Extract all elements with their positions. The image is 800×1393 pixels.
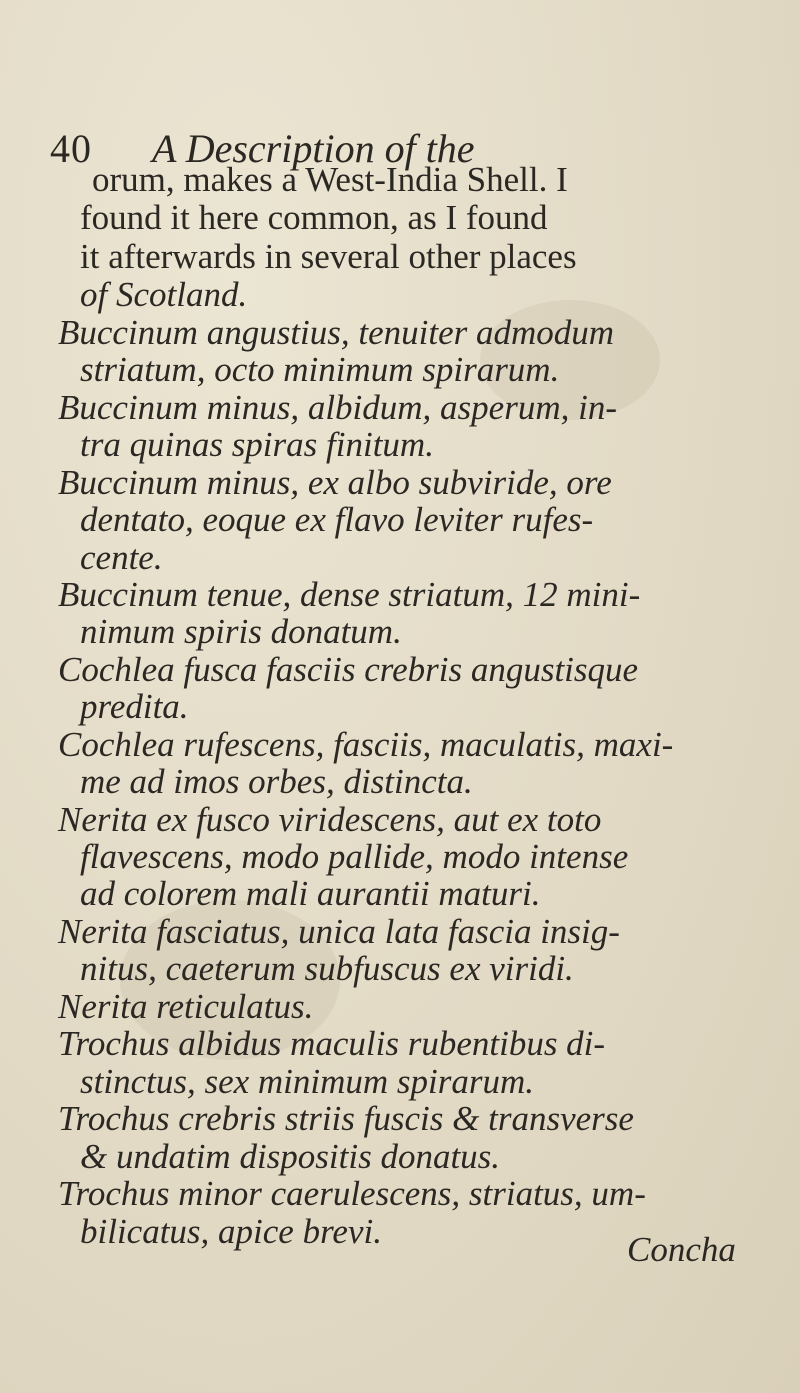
text-line: bilicatus, apice brevi. (80, 1212, 382, 1251)
text-line: dentato, eoque ex flavo leviter rufes- (80, 500, 594, 539)
text-line: tra quinas spiras finitum. (80, 425, 434, 464)
text-line: me ad imos orbes, distincta. (80, 762, 473, 801)
text-line: of Scotland. (80, 275, 248, 314)
text-line: Cochlea fusca fasciis crebris angustisque (58, 650, 639, 689)
text-line: found it here common, as I found (80, 198, 548, 237)
text-line: nitus, caeterum subfuscus ex viridi. (80, 949, 574, 988)
text-line: Buccinum minus, albidum, asperum, in- (58, 388, 617, 427)
text-line: it afterwards in several other places (80, 237, 577, 276)
text-line: & undatim dispositis donatus. (80, 1137, 501, 1176)
text-line: Nerita reticulatus. (58, 987, 314, 1026)
text-line: Trochus minor caerulescens, striatus, um- (58, 1174, 646, 1213)
text-line: Trochus albidus maculis rubentibus di- (58, 1024, 606, 1063)
text-line: cente. (80, 538, 163, 577)
text-line: Buccinum tenue, dense striatum, 12 mini- (58, 575, 641, 614)
catchword: Concha (627, 1230, 736, 1269)
text-line: ad colorem mali aurantii maturi. (80, 874, 541, 913)
page-number: 40 (50, 126, 92, 171)
text-line: Nerita ex fusco viridescens, aut ex toto (58, 800, 602, 839)
text-line: striatum, octo minimum spirarum. (80, 350, 560, 389)
running-title: A Description of the (152, 126, 475, 171)
text-line: stinctus, sex minimum spirarum. (80, 1062, 535, 1101)
text-line: Trochus crebris striis fuscis & transverse (58, 1099, 634, 1138)
text-line: Buccinum angustius, tenuiter admodum (58, 313, 615, 352)
text-line: Cochlea rufescens, fasciis, maculatis, maxi- (58, 725, 674, 764)
text-line: Buccinum minus, ex albo subviride, ore (58, 463, 612, 502)
text-line: orum, makes a West-India Shell. I (92, 160, 568, 199)
text-line: predita. (80, 687, 189, 726)
text-line: nimum spiris donatum. (80, 612, 402, 651)
text-line: Nerita fasciatus, unica lata fascia insig- (58, 912, 620, 951)
text-line: flavescens, modo pallide, modo intense (80, 837, 629, 876)
